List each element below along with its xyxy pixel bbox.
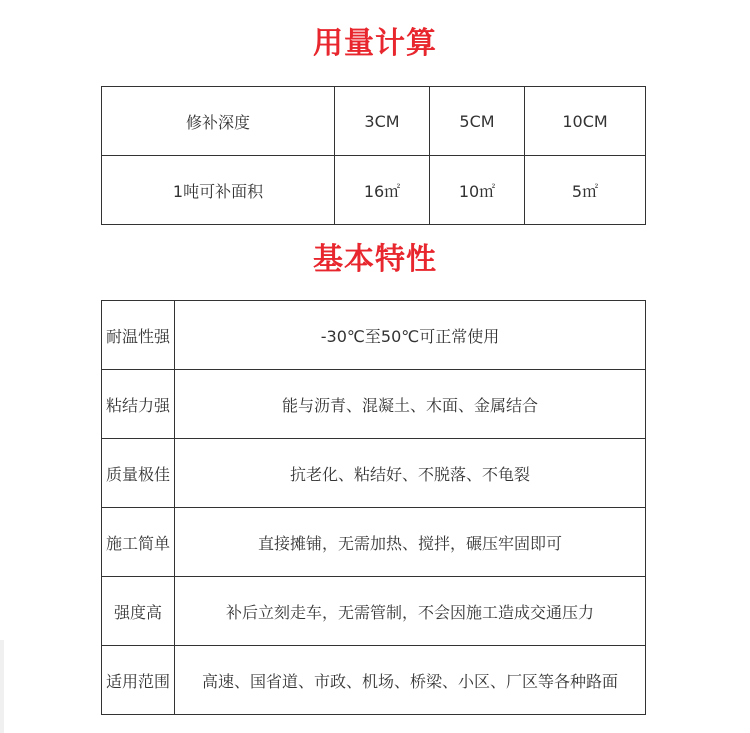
property-label: 粘结力强	[102, 370, 175, 439]
property-description: -30℃至50℃可正常使用	[175, 301, 646, 370]
usage-header-5cm: 5CM	[430, 87, 525, 156]
left-edge-strip	[0, 640, 4, 733]
usage-table	[101, 86, 646, 225]
property-label: 耐温性强	[102, 301, 175, 370]
property-label: 强度高	[102, 577, 175, 646]
property-description: 补后立刻走车，无需管制，不会因施工造成交通压力	[175, 577, 646, 646]
property-row	[102, 577, 646, 646]
property-description: 直接摊铺，无需加热、搅拌，碾压牢固即可	[175, 508, 646, 577]
property-label: 适用范围	[102, 646, 175, 715]
property-row	[102, 370, 646, 439]
usage-header-3cm: 3CM	[335, 87, 430, 156]
usage-area-10cm: 5㎡	[525, 156, 646, 225]
property-description: 抗老化、粘结好、不脱落、不龟裂	[175, 439, 646, 508]
properties-table	[101, 300, 646, 715]
property-row	[102, 646, 646, 715]
usage-area-label: 1吨可补面积	[102, 156, 335, 225]
property-row	[102, 301, 646, 370]
property-description: 能与沥青、混凝土、木面、金属结合	[175, 370, 646, 439]
usage-area-5cm: 10㎡	[430, 156, 525, 225]
basic-properties-title: 基本特性	[313, 242, 437, 277]
property-row	[102, 508, 646, 577]
property-label: 质量极佳	[102, 439, 175, 508]
property-label: 施工简单	[102, 508, 175, 577]
property-row	[102, 439, 646, 508]
usage-header-10cm: 10CM	[525, 87, 646, 156]
property-description: 高速、国省道、市政、机场、桥梁、小区、厂区等各种路面	[175, 646, 646, 715]
usage-header-depth: 修补深度	[102, 87, 335, 156]
usage-area-row	[102, 156, 646, 225]
usage-area-3cm: 16㎡	[335, 156, 430, 225]
usage-header-row	[102, 87, 646, 156]
usage-calculation-title: 用量计算	[313, 26, 437, 61]
